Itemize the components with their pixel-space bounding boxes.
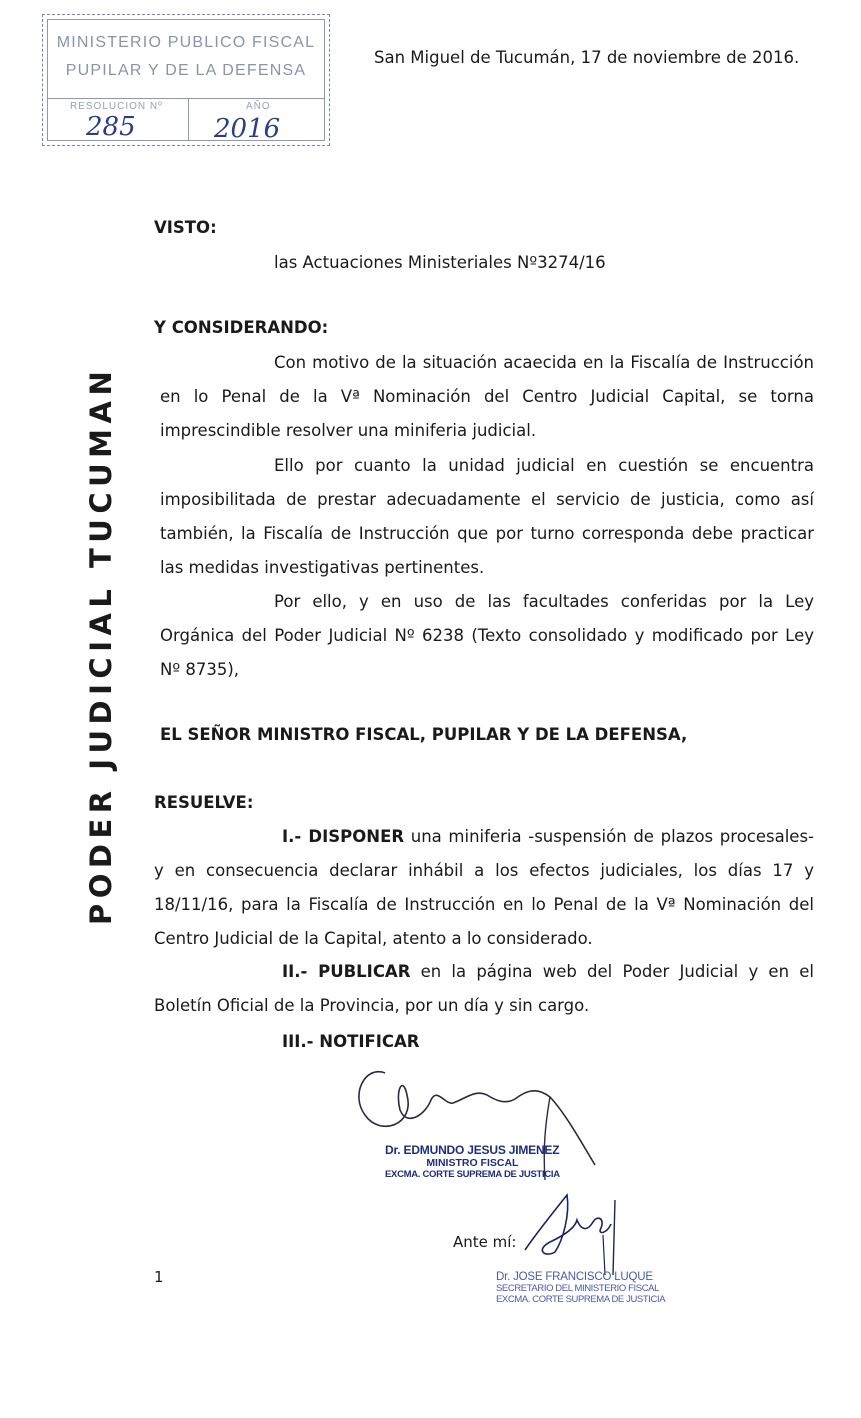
stamp-line-2: PUPILAR Y DE LA DEFENSA bbox=[65, 62, 307, 79]
signer-name: Dr. EDMUNDO JESUS JIMENEZ bbox=[385, 1143, 560, 1157]
resuelve-heading: RESUELVE: bbox=[154, 793, 254, 812]
signature-luque-drawing bbox=[515, 1180, 635, 1280]
page-number: 1 bbox=[154, 1268, 164, 1286]
item-2-label: II.- PUBLICAR bbox=[282, 962, 411, 981]
considerando-heading: Y CONSIDERANDO: bbox=[154, 318, 329, 337]
paragraph-2-text: Ello por cuanto la unidad judicial en cuestión se encuentra imposibilitada de prestar adecuadamente el servicio de justicia, como así también, la Fiscalía de Instrucción que por turno corresponda debe practicar las medidas investigativas pertinentes. bbox=[160, 456, 814, 577]
item-1-text: una miniferia -suspensión de plazos procesales- y en consecuencia declarar inhábil a los efectos judiciales, los días 17 y 18/11/16, para la Fiscalía de Instrucción en lo Penal de la Vª Nominación del Centro Judicial de la Capital, atento a lo considerado. bbox=[154, 827, 815, 948]
resuelve-item-3: III.- NOTIFICAR bbox=[282, 1032, 420, 1051]
signer-court: EXCMA. CORTE SUPREMA DE JUSTICIA bbox=[385, 1169, 560, 1180]
signature-block-jimenez bbox=[385, 1143, 560, 1180]
signer-court: EXCMA. CORTE SUPREMA DE JUSTICIA bbox=[496, 1294, 666, 1305]
signer-title: MINISTRO FISCAL bbox=[426, 1157, 519, 1169]
paragraph-1-text: Con motivo de la situación acaecida en la Fiscalía de Instrucción en lo Penal de la Vª Nominación del Centro Judicial Capital, se torna imprescindible resolver una miniferia judicial. bbox=[160, 353, 814, 440]
resuelve-item-1 bbox=[154, 820, 814, 956]
resolution-stamp bbox=[42, 14, 330, 146]
considerando-paragraph-1 bbox=[160, 346, 814, 448]
considerando-paragraph-2 bbox=[160, 449, 814, 585]
item-1-label: I.- DISPONER bbox=[282, 827, 405, 846]
signature-block-luque bbox=[496, 1271, 665, 1305]
stamp-frame bbox=[47, 19, 325, 144]
ante-mi-label: Ante mí: bbox=[453, 1233, 517, 1251]
signer-name: Dr. JOSE FRANCISCO LUQUE bbox=[496, 1271, 653, 1283]
stamp-divider-vertical bbox=[188, 98, 189, 140]
authority-line: EL SEÑOR MINISTRO FISCAL, PUPILAR Y DE LA DEFENSA, bbox=[160, 725, 688, 744]
signer-title: SECRETARIO DEL MINISTERIO FISCAL bbox=[496, 1283, 659, 1294]
paragraph-3-text: Por ello, y en uso de las facultades conferidas por la Ley Orgánica del Poder Judicial Nº 6238 (Texto consolidado y modificado por Ley Nº 8735), bbox=[160, 592, 814, 679]
stamp-divider-horizontal bbox=[48, 98, 324, 99]
stamp-anio-value: 2016 bbox=[214, 114, 281, 144]
document-date: San Miguel de Tucumán, 17 de noviembre de 2016. bbox=[374, 48, 800, 67]
item-2-text: en la página web del Poder Judicial y en el Boletín Oficial de la Provincia, por un día y sin cargo. bbox=[154, 962, 814, 1015]
visto-text: las Actuaciones Ministeriales Nº3274/16 bbox=[274, 253, 606, 272]
stamp-resolucion-number: 285 bbox=[86, 112, 136, 142]
vertical-side-label: PODER JUDICIAL TUCUMAN bbox=[84, 365, 118, 925]
stamp-line-1: MINISTERIO PUBLICO FISCAL bbox=[56, 34, 316, 51]
visto-heading: VISTO: bbox=[154, 218, 217, 237]
resuelve-item-2 bbox=[154, 955, 814, 1023]
stamp-resolucion-label: RESOLUCION Nº bbox=[70, 101, 163, 112]
stamp-anio-label: AÑO bbox=[246, 101, 271, 112]
considerando-paragraph-3 bbox=[160, 585, 814, 687]
